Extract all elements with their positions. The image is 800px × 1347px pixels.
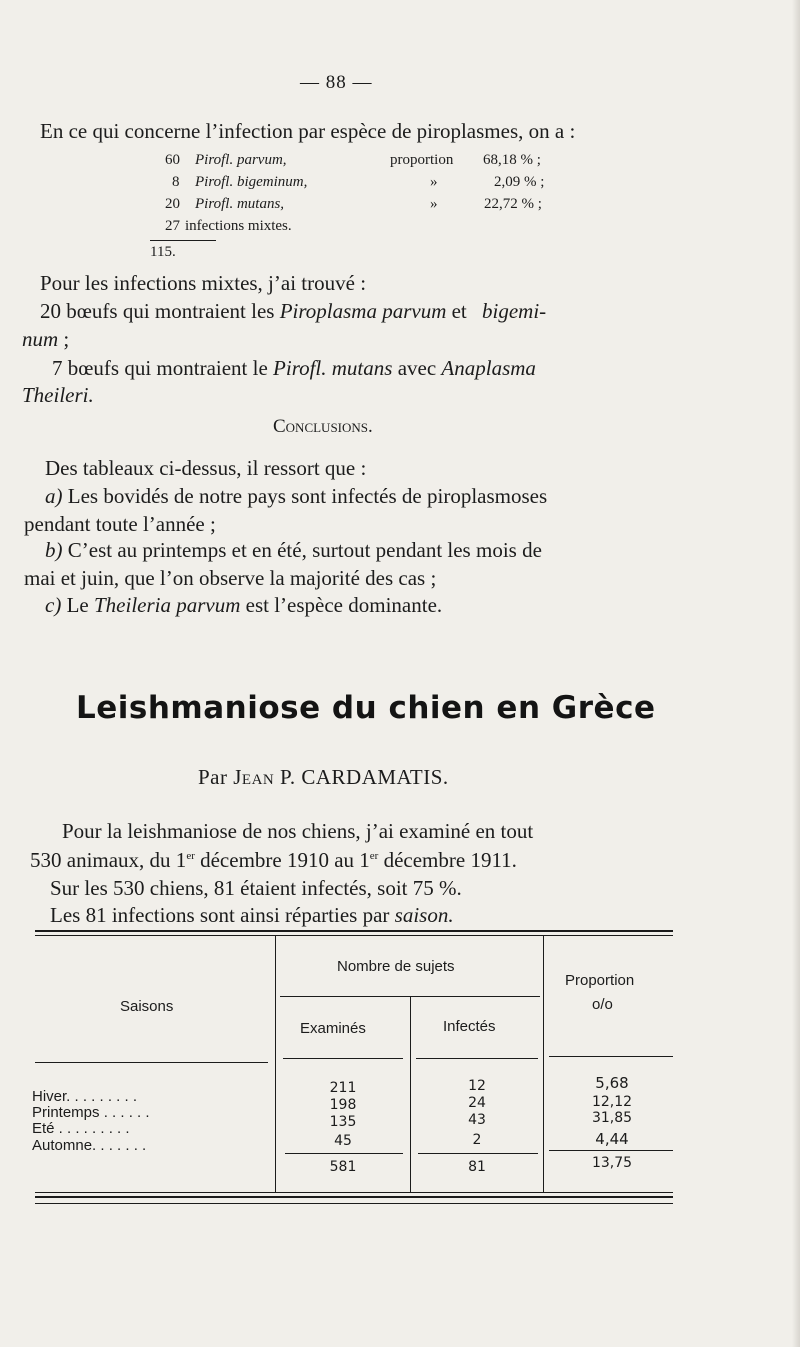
- total-rule: [285, 1153, 403, 1154]
- header-rule: [35, 1062, 268, 1063]
- conclusion-a-cont: pendant toute l’année ;: [24, 512, 216, 536]
- species-value: 68,18 % ;: [483, 152, 541, 168]
- table-top-rule: [35, 930, 673, 932]
- group-rule: [280, 996, 540, 997]
- byline: Par Jean P. CARDAMATIS.: [198, 765, 449, 789]
- infected-value: 24: [468, 1095, 486, 1111]
- conclusion-b-cont: mai et juin, que l’on observe la majorité des cas ;: [24, 566, 437, 590]
- mixed-line: Theileri.: [22, 383, 94, 407]
- infected-value: 2: [472, 1132, 482, 1148]
- column-divider: [543, 936, 544, 1192]
- species-name: Pirofl. mutans,: [195, 196, 285, 212]
- table-top-rule: [35, 935, 673, 936]
- examined-value: 198: [329, 1097, 357, 1113]
- mixed-paragraph: Pour les infections mixtes, j’ai trouvé :: [40, 271, 367, 295]
- page-number: — 88 —: [300, 72, 373, 93]
- conclusions-heading: Conclusions.: [273, 416, 373, 437]
- table-bottom-rule: [35, 1203, 673, 1204]
- season-label: Hiver. . . . . . . . .: [32, 1088, 138, 1105]
- header-examines: Examinés: [300, 1020, 366, 1037]
- page-edge: [792, 0, 800, 1347]
- header-rule: [283, 1058, 403, 1059]
- examined-value: 45: [334, 1133, 352, 1149]
- species-count: 27: [165, 218, 180, 234]
- species-value: 22,72 % ;: [484, 196, 542, 212]
- column-divider: [410, 996, 411, 1192]
- article-paragraph: Pour la leishmaniose de nos chiens, j’ai examiné en tout: [62, 819, 534, 843]
- proportion-total: 13,75: [591, 1155, 633, 1171]
- header-nombre-de-sujets: Nombre de sujets: [337, 958, 455, 975]
- intro-paragraph: En ce qui concerne l’infection par espèce de piroplasmes, on a :: [40, 119, 576, 143]
- proportion-value: 12,12: [591, 1094, 633, 1110]
- species-name: Pirofl. parvum,: [195, 152, 287, 168]
- header-infectes: Infectés: [443, 1018, 496, 1035]
- table-bottom-rule: [35, 1192, 673, 1193]
- header-proportion-unit: o/o: [592, 996, 613, 1013]
- mixed-line: 20 bœufs qui montraient les Piroplasma parvum et bigemi-: [40, 299, 547, 323]
- mixed-line: 7 bœufs qui montraient le Pirofl. mutans avec Anaplasma: [52, 356, 536, 380]
- header-rule: [416, 1058, 538, 1059]
- examined-total: 581: [329, 1159, 357, 1175]
- total-rule: [418, 1153, 538, 1154]
- conclusion-b: b) C’est au printemps et en été, surtout pendant les mois de: [45, 538, 542, 562]
- examined-value: 135: [329, 1114, 357, 1130]
- header-proportion: Proportion: [565, 972, 635, 989]
- species-label: »: [430, 196, 438, 212]
- examined-value: 211: [329, 1080, 357, 1096]
- header-rule: [549, 1056, 673, 1057]
- article-paragraph: Les 81 infections sont ainsi réparties par saison.: [50, 903, 454, 927]
- infected-value: 12: [468, 1078, 486, 1094]
- conclusion-c: c) Le Theileria parvum est l’espèce dominante.: [45, 593, 443, 617]
- proportion-value: 31,85: [591, 1110, 633, 1126]
- article-paragraph-cont: 530 animaux, du 1er décembre 1910 au 1er décembre 1911.: [30, 848, 517, 872]
- species-count: 60: [165, 152, 180, 168]
- proportion-value: 4,44: [595, 1130, 629, 1148]
- species-count: 20: [165, 196, 180, 212]
- column-divider: [275, 936, 276, 1192]
- mixed-line: num ;: [22, 327, 70, 351]
- species-count: 8: [172, 174, 180, 190]
- season-label: Printemps . . . . . .: [32, 1104, 150, 1121]
- species-name: infections mixtes.: [185, 218, 292, 234]
- article-paragraph: Sur les 530 chiens, 81 étaient infectés, soit 75 %.: [50, 876, 462, 900]
- species-name: Pirofl. bigeminum,: [195, 174, 308, 190]
- species-label: proportion: [390, 152, 454, 168]
- conclusions-intro: Des tableaux ci-dessus, il ressort que :: [45, 456, 367, 480]
- sum-rule: [150, 240, 216, 241]
- infected-value: 43: [468, 1112, 486, 1128]
- species-total: 115.: [150, 244, 176, 260]
- article-title: Leishmaniose du chien en Grèce: [76, 690, 656, 726]
- season-label: Eté . . . . . . . . .: [32, 1120, 130, 1137]
- table-bottom-rule: [35, 1196, 673, 1198]
- conclusion-a: a) Les bovidés de notre pays sont infectés de piroplasmoses: [45, 484, 548, 508]
- season-label: Automne. . . . . . .: [32, 1137, 147, 1154]
- species-label: »: [430, 174, 438, 190]
- total-rule: [549, 1150, 673, 1151]
- header-saisons: Saisons: [120, 998, 174, 1015]
- infected-total: 81: [468, 1159, 486, 1175]
- proportion-value: 5,68: [595, 1074, 629, 1092]
- species-value: 2,09 % ;: [494, 174, 545, 190]
